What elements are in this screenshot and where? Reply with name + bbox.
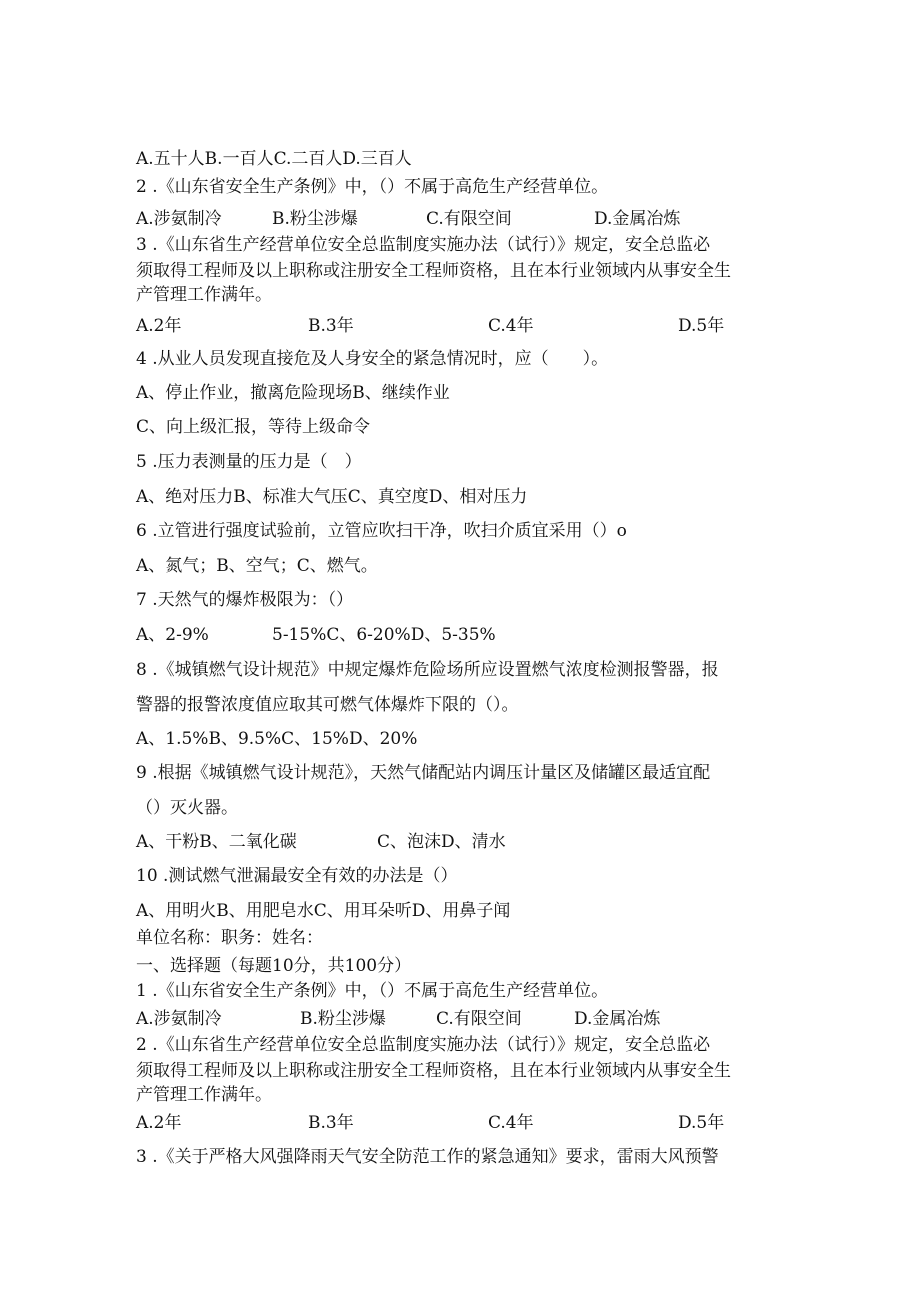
text-line: C、向上级汇报，等待上级命令 (136, 417, 371, 437)
text-line: 须取得工程师及以上职称或注册安全工程师资格，且在本行业领域内从事安全生 (136, 1061, 731, 1081)
text-line: （）灭火器。 (136, 798, 238, 818)
text-line: 产管理工作满年。 (136, 1085, 272, 1105)
text-line: 8 .《城镇燃气设计规范》中规定爆炸危险场所应设置燃气浓度检测报警器，报 (136, 660, 719, 680)
text-line: 产管理工作满年。 (136, 285, 272, 305)
option-text: A.2年 (136, 316, 182, 336)
text-line: 1 .《山东省安全生产条例》中，（）不属于高危生产经营单位。 (136, 981, 609, 1001)
option-text: D.5年 (678, 316, 725, 336)
option-text: C.有限空间 (426, 209, 512, 229)
text-line: A、用明火B、用肥皂水C、用耳朵听D、用鼻子闻 (136, 901, 511, 921)
text-line: 4 .从业人员发现直接危及人身安全的紧急情况时，应（ ）。 (136, 349, 609, 369)
text-line: 5 .压力表测量的压力是（ ） (136, 452, 362, 472)
text-line: 一、选择题（每题10分，共100分） (136, 956, 412, 976)
text-line: 须取得工程师及以上职称或注册安全工程师资格，且在本行业领域内从事安全生 (136, 261, 731, 281)
option-text: C.4年 (488, 316, 534, 336)
option-text: A、干粉B、二氧化碳 (136, 832, 297, 852)
option-text: B.粉尘涉爆 (272, 209, 358, 229)
text-line: 3 .《山东省生产经营单位安全总监制度实施办法（试行）》规定，安全总监必 (136, 235, 711, 255)
option-text: B.粉尘涉爆 (300, 1009, 386, 1029)
option-text: C.有限空间 (436, 1009, 522, 1029)
option-text: A、2-9% (136, 625, 209, 645)
text-line: 2 .《山东省安全生产条例》中，（）不属于高危生产经营单位。 (136, 177, 609, 197)
option-text: D.金属冶炼 (594, 209, 681, 229)
option-text: A.2年 (136, 1113, 182, 1133)
text-line: 6 .立管进行强度试验前，立管应吹扫干净，吹扫介质宜采用（）o (136, 521, 627, 541)
option-text: C.4年 (488, 1113, 534, 1133)
option-text: C、泡沫D、清水 (377, 832, 506, 852)
text-line: 9 .根据《城镇燃气设计规范》，天然气储配站内调压计量区及储罐区最适宜配 (136, 763, 711, 783)
text-line: 7 .天然气的爆炸极限为：（） (136, 590, 354, 610)
option-text: A.涉氨制冷 (136, 1009, 222, 1029)
text-line: 10 .测试燃气泄漏最安全有效的办法是（） (136, 866, 458, 886)
text-line: A、停止作业，撤离危险现场B、继续作业 (136, 383, 450, 403)
text-line: A.五十人B.一百人C.二百人D.三百人 (136, 149, 412, 169)
option-text: 5-15%C、6-20%D、5-35% (272, 625, 496, 645)
text-line: 3 .《关于严格大风强降雨天气安全防范工作的紧急通知》要求，雷雨大风预警 (136, 1147, 719, 1167)
text-line: A、绝对压力B、标准大气压C、真空度D、相对压力 (136, 487, 528, 507)
option-text: D.金属冶炼 (574, 1009, 661, 1029)
option-text: B.3年 (308, 316, 354, 336)
text-line: A、1.5%B、9.5%C、15%D、20% (136, 729, 418, 749)
text-line: 2 .《山东省生产经营单位安全总监制度实施办法（试行）》规定，安全总监必 (136, 1035, 711, 1055)
text-line: A、氮气；B、空气；C、燃气。 (136, 556, 378, 576)
text-line: 警器的报警浓度值应取其可燃气体爆炸下限的（）。 (136, 695, 519, 715)
option-text: B.3年 (308, 1113, 354, 1133)
text-line: 单位名称：职务：姓名： (136, 928, 323, 948)
option-text: D.5年 (678, 1113, 725, 1133)
option-text: A.涉氨制冷 (136, 209, 222, 229)
